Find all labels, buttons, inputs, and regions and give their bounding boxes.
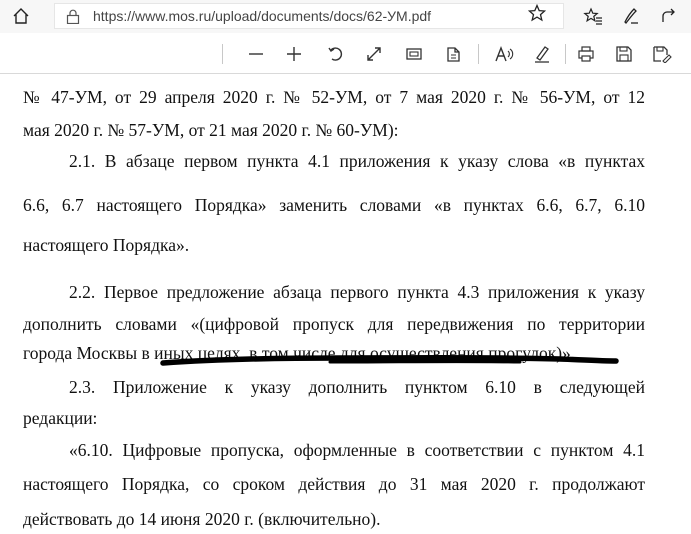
- document-line: настоящего Порядка».: [23, 235, 190, 255]
- favorite-button[interactable]: [524, 0, 550, 26]
- pdf-page: [0, 74, 691, 534]
- toolbar-separator: [565, 44, 566, 64]
- star-icon: [528, 4, 546, 22]
- rotate-button[interactable]: [322, 41, 350, 67]
- favorites-button[interactable]: [580, 4, 606, 28]
- share-icon: [660, 7, 678, 25]
- marker-underline: [160, 350, 620, 370]
- draw-icon: [533, 44, 551, 64]
- rotate-icon: [327, 45, 345, 63]
- save-icon: [615, 45, 633, 63]
- page-view-icon: [405, 45, 423, 63]
- favorites-icon: [583, 7, 603, 25]
- home-icon: [12, 7, 30, 25]
- read-aloud-button[interactable]: [490, 41, 518, 67]
- url-field[interactable]: [54, 3, 564, 29]
- fit-page-button[interactable]: [360, 41, 388, 67]
- address-bar: [0, 0, 691, 33]
- read-aloud-icon: [494, 45, 514, 63]
- lock-icon: [66, 9, 80, 24]
- zoom-in-button[interactable]: [280, 41, 308, 67]
- toolbar-separator: [478, 44, 479, 64]
- document-line: редакции:: [23, 408, 98, 428]
- document-line: 6.6, 6.7 настоящего Порядка» заменить словами «в пунктах 6.6, 6.7, 6.10: [23, 195, 645, 215]
- url-text: https://www.mos.ru/upload/documents/docs/62-УМ.pdf: [93, 8, 432, 24]
- document-line: 2.1. В абзаце первом пункта 4.1 приложения к указу слова «в пунктах: [69, 151, 645, 171]
- document-line: города Москвы в иных целях, в том числе для осуществления прогулок)».: [23, 343, 576, 363]
- toolbar-separator: [222, 44, 223, 64]
- document-line: дополнить словами «(цифровой пропуск для передвижения по территории: [23, 314, 645, 334]
- print-icon: [577, 45, 595, 63]
- pdf-toolbar: [0, 33, 691, 74]
- document-line: № 47-УМ, от 29 апреля 2020 г. № 52-УМ, от 7 мая 2020 г. № 56-УМ, от 12: [23, 87, 645, 107]
- home-button[interactable]: [8, 4, 34, 28]
- two-page-icon: [445, 45, 463, 63]
- document-line: 2.3. Приложение к указу дополнить пунктом 6.10 в следующей: [69, 377, 645, 397]
- pen-icon: [622, 7, 640, 25]
- page-view-button[interactable]: [400, 41, 428, 67]
- document-line: действовать до 14 июня 2020 г. (включительно).: [23, 509, 381, 529]
- zoom-out-icon: [247, 45, 265, 63]
- document-line: настоящего Порядка, со сроком действия до 31 мая 2020 г. продолжают: [23, 474, 645, 494]
- document-line: 2.2. Первое предложение абзаца первого пункта 4.3 приложения к указу: [69, 282, 645, 302]
- draw-button[interactable]: [528, 41, 556, 67]
- document-line: мая 2020 г. № 57-УМ, от 21 мая 2020 г. № 60-УМ):: [23, 120, 399, 140]
- document-line: «6.10. Цифровые пропуска, оформленные в соответствии с пунктом 4.1: [69, 440, 645, 460]
- print-button[interactable]: [572, 41, 600, 67]
- share-button[interactable]: [656, 4, 682, 28]
- save-as-icon: [652, 45, 672, 63]
- pen-button[interactable]: [618, 4, 644, 28]
- two-page-button[interactable]: [440, 41, 468, 67]
- save-button[interactable]: [610, 41, 638, 67]
- save-as-button[interactable]: [648, 41, 676, 67]
- zoom-in-icon: [285, 45, 303, 63]
- zoom-out-button[interactable]: [242, 41, 270, 67]
- fit-page-icon: [365, 45, 383, 63]
